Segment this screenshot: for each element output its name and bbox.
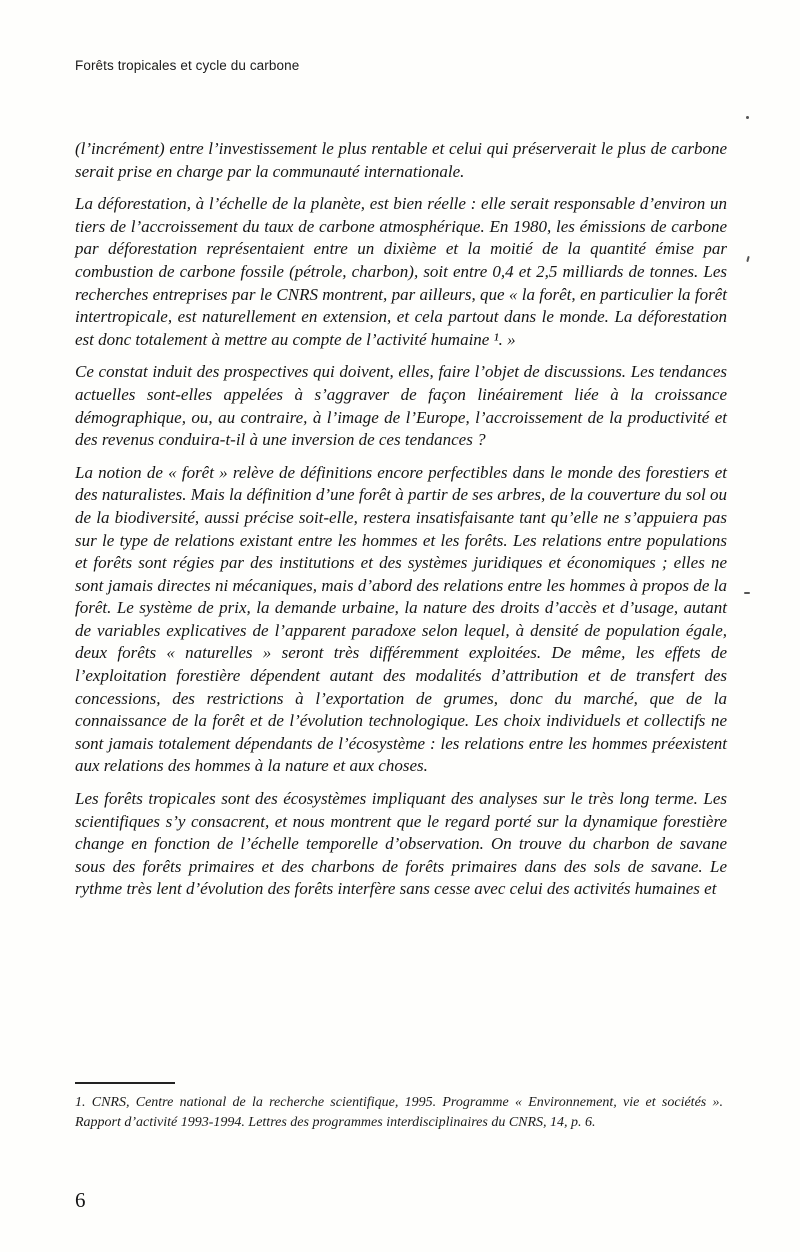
footnote — [75, 1082, 723, 1132]
body-paragraph: Les forêts tropicales sont des écosystèmes impliquant des analyses sur le très long terme. Les scientifiques s’y consacrent, et nous montrent que le regard porté sur la dynamique forestière change en fonction de l’échelle temporelle d’observation. On trouve du charbon de savane sous des forêts primaires et des charbons de forêts primaires dans des sols de savane. Le rythme très lent d’évolution des forêts interfère sans cesse avec celui des activités humaines et — [75, 789, 727, 899]
body-paragraph: (l’incrément) entre l’investissement le plus rentable et celui qui préserverait le plus de carbone serait prise en charge par la communauté internationale. — [75, 139, 727, 181]
body-paragraph: Ce constat induit des prospectives qui doivent, elles, faire l’objet de discussions. Les tendances actuelles sont-elles appelées à s’aggraver de façon linéairement liée à la croissance démographique, ou, au contraire, à l’image de l’Europe, l’accroissement de la productivité et des revenus conduira-t-il à une inversion de ces tendances ? — [75, 362, 727, 450]
running-header: Forêts tropicales et cycle du carbone — [75, 58, 300, 73]
scan-artifact — [746, 256, 749, 262]
page-number: 6 — [75, 1188, 86, 1212]
body-paragraph: La déforestation, à l’échelle de la planète, est bien réelle : elle serait responsable d’environ un tiers de l’accroissement du taux de carbone atmosphérique. En 1980, les émissions de carbone par déforestation représentaient entre un dixième et la moitié de la quantité émise par combustion de carbone fossile (pétrole, charbon), soit entre 0,4 et 2,5 milliards de tonnes. Les recherches entreprises par le CNRS montrent, par ailleurs, que « la forêt, en particulier la forêt intertropicale, est naturellement en extension, et cela partout dans le monde. La déforestation est donc totalement à mettre au compte de l’activité humaine ¹. » — [75, 194, 727, 349]
footnote-text: 1. CNRS, Centre national de la recherche scientifique, 1995. Programme « Environnement, vie et sociétés ». Rapport d’activité 1993-1994. Lettres des programmes interdisciplinaires du CNRS, 14, p. 6. — [75, 1095, 723, 1130]
body-paragraph: La notion de « forêt » relève de définitions encore perfectibles dans le monde des forestiers et des naturalistes. Mais la définition d’une forêt à partir de ses arbres, de la couverture du sol ou de la biodiversité, aussi précise soit-elle, restera insatisfaisante tant qu’elle ne s’appuiera pas sur le type de relations existant entre les hommes et les forêts. Les relations entre populations et forêts sont régies par des institutions et des systèmes juridiques et économiques ; elles ne sont jamais directes ni mécaniques, mais d’abord des relations entre les hommes à propos de la forêt. Le système de prix, la demande urbaine, la nature des droits d’accès et d’usage, autant de variables explicatives de l’apparent paradoxe selon lequel, à densité de population égale, deux forêts « naturelles » seront très différemment exploitées. De même, les effets de l’exploitation forestière dépendent autant des modalités d’attribution et de transfert des concessions, des restrictions à l’exportation de grumes, donc du marché, que de la connaissance de la forêt et de l’évolution technologique. Les choix individuels et collectifs ne sont jamais totalement dépendants de l’écosystème : les relations entre les hommes préexistent aux relations des hommes à la nature et aux choses. — [75, 462, 727, 776]
scan-artifact — [746, 116, 749, 119]
scan-artifact — [744, 592, 750, 594]
page-body — [75, 138, 727, 901]
footnote-rule — [75, 1082, 175, 1084]
